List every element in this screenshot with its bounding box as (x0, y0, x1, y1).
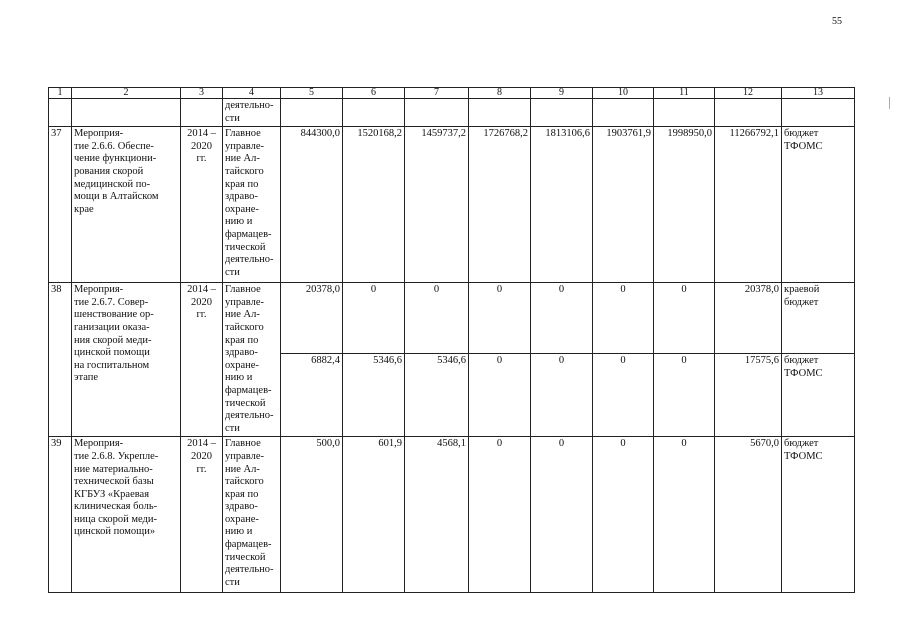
cell-empty (405, 99, 469, 127)
activity-description: Мероприя- тие 2.6.8. Укрепле- ние материально- технической базы КГБУЗ «Краевая клиническая боль- ница скорой меди- цинской помощи» (72, 437, 181, 593)
value-col-12: 17575,6 (715, 354, 782, 437)
funding-source: бюджет ТФОМС (782, 437, 855, 593)
row-index: 38 (49, 283, 72, 437)
cell-empty (181, 99, 223, 127)
value-col-10: 0 (593, 354, 654, 437)
activity-description: Мероприя- тие 2.6.6. Обеспе- чение функциони- рования скорой медицинской по- мощи в Алтайском крае (72, 127, 181, 283)
period: 2014 – 2020 гг. (181, 283, 223, 437)
period: 2014 – 2020 гг. (181, 127, 223, 283)
executor: Главное управле- ние Ал- тайского края по здраво- охране- нию и фармацев- тической деятельно- сти (223, 127, 281, 283)
value-col-7: 5346,6 (405, 354, 469, 437)
value-col-10: 1903761,9 (593, 127, 654, 283)
value-col-7: 1459737,2 (405, 127, 469, 283)
value-col-12: 11266792,1 (715, 127, 782, 283)
funding-source: бюджет ТФОМС (782, 354, 855, 437)
header-col-10: 10 (593, 88, 654, 99)
executor: Главное управле- ние Ал- тайского края по здраво- охране- нию и фармацев- тической деятельно- сти (223, 283, 281, 437)
value-col-9: 0 (531, 437, 593, 593)
value-col-8: 1726768,2 (469, 127, 531, 283)
continued-executor: деятельно- сти (223, 99, 281, 127)
header-col-2: 2 (72, 88, 181, 99)
value-col-11: 0 (654, 437, 715, 593)
value-col-9: 1813106,6 (531, 127, 593, 283)
header-col-6: 6 (343, 88, 405, 99)
row-index: 39 (49, 437, 72, 593)
header-col-8: 8 (469, 88, 531, 99)
budget-table (48, 87, 855, 593)
row-index: 37 (49, 127, 72, 283)
value-col-7: 0 (405, 283, 469, 354)
header-col-7: 7 (405, 88, 469, 99)
table-row (49, 283, 855, 354)
funding-source: краевой бюджет (782, 283, 855, 354)
header-col-12: 12 (715, 88, 782, 99)
header-col-5: 5 (281, 88, 343, 99)
table-row (49, 437, 855, 593)
header-col-4: 4 (223, 88, 281, 99)
value-col-12: 20378,0 (715, 283, 782, 354)
header-col-3: 3 (181, 88, 223, 99)
header-col-13: 13 (782, 88, 855, 99)
value-col-11: 1998950,0 (654, 127, 715, 283)
value-col-11: 0 (654, 354, 715, 437)
cell-empty (281, 99, 343, 127)
value-col-10: 0 (593, 283, 654, 354)
cell-empty (72, 99, 181, 127)
value-col-11: 0 (654, 283, 715, 354)
value-col-6: 5346,6 (343, 354, 405, 437)
page-number: 55 (832, 16, 842, 27)
column-number-header (49, 88, 855, 99)
value-col-5: 6882,4 (281, 354, 343, 437)
cell-empty (531, 99, 593, 127)
executor: Главное управле- ние Ал- тайского края по здраво- охране- нию и фармацев- тической деятельно- сти (223, 437, 281, 593)
value-col-5: 20378,0 (281, 283, 343, 354)
value-col-8: 0 (469, 283, 531, 354)
continued-row (49, 99, 855, 127)
value-col-12: 5670,0 (715, 437, 782, 593)
value-col-9: 0 (531, 283, 593, 354)
cell-empty (469, 99, 531, 127)
value-col-6: 0 (343, 283, 405, 354)
cell-empty (343, 99, 405, 127)
value-col-8: 0 (469, 437, 531, 593)
value-col-6: 601,9 (343, 437, 405, 593)
value-col-5: 844300,0 (281, 127, 343, 283)
table-row (49, 127, 855, 283)
value-col-10: 0 (593, 437, 654, 593)
cell-empty (593, 99, 654, 127)
value-col-5: 500,0 (281, 437, 343, 593)
value-col-8: 0 (469, 354, 531, 437)
period: 2014 – 2020 гг. (181, 437, 223, 593)
funding-source: бюджет ТФОМС (782, 127, 855, 283)
cell-empty (49, 99, 72, 127)
header-col-1: 1 (49, 88, 72, 99)
activity-description: Мероприя- тие 2.6.7. Совер- шенствование ор- ганизации оказа- ния скорой меди- цинской помощи на госпитальном этапе (72, 283, 181, 437)
margin-mark (889, 97, 890, 109)
header-col-9: 9 (531, 88, 593, 99)
header-col-11: 11 (654, 88, 715, 99)
value-col-7: 4568,1 (405, 437, 469, 593)
value-col-6: 1520168,2 (343, 127, 405, 283)
value-col-9: 0 (531, 354, 593, 437)
cell-empty (782, 99, 855, 127)
cell-empty (715, 99, 782, 127)
cell-empty (654, 99, 715, 127)
